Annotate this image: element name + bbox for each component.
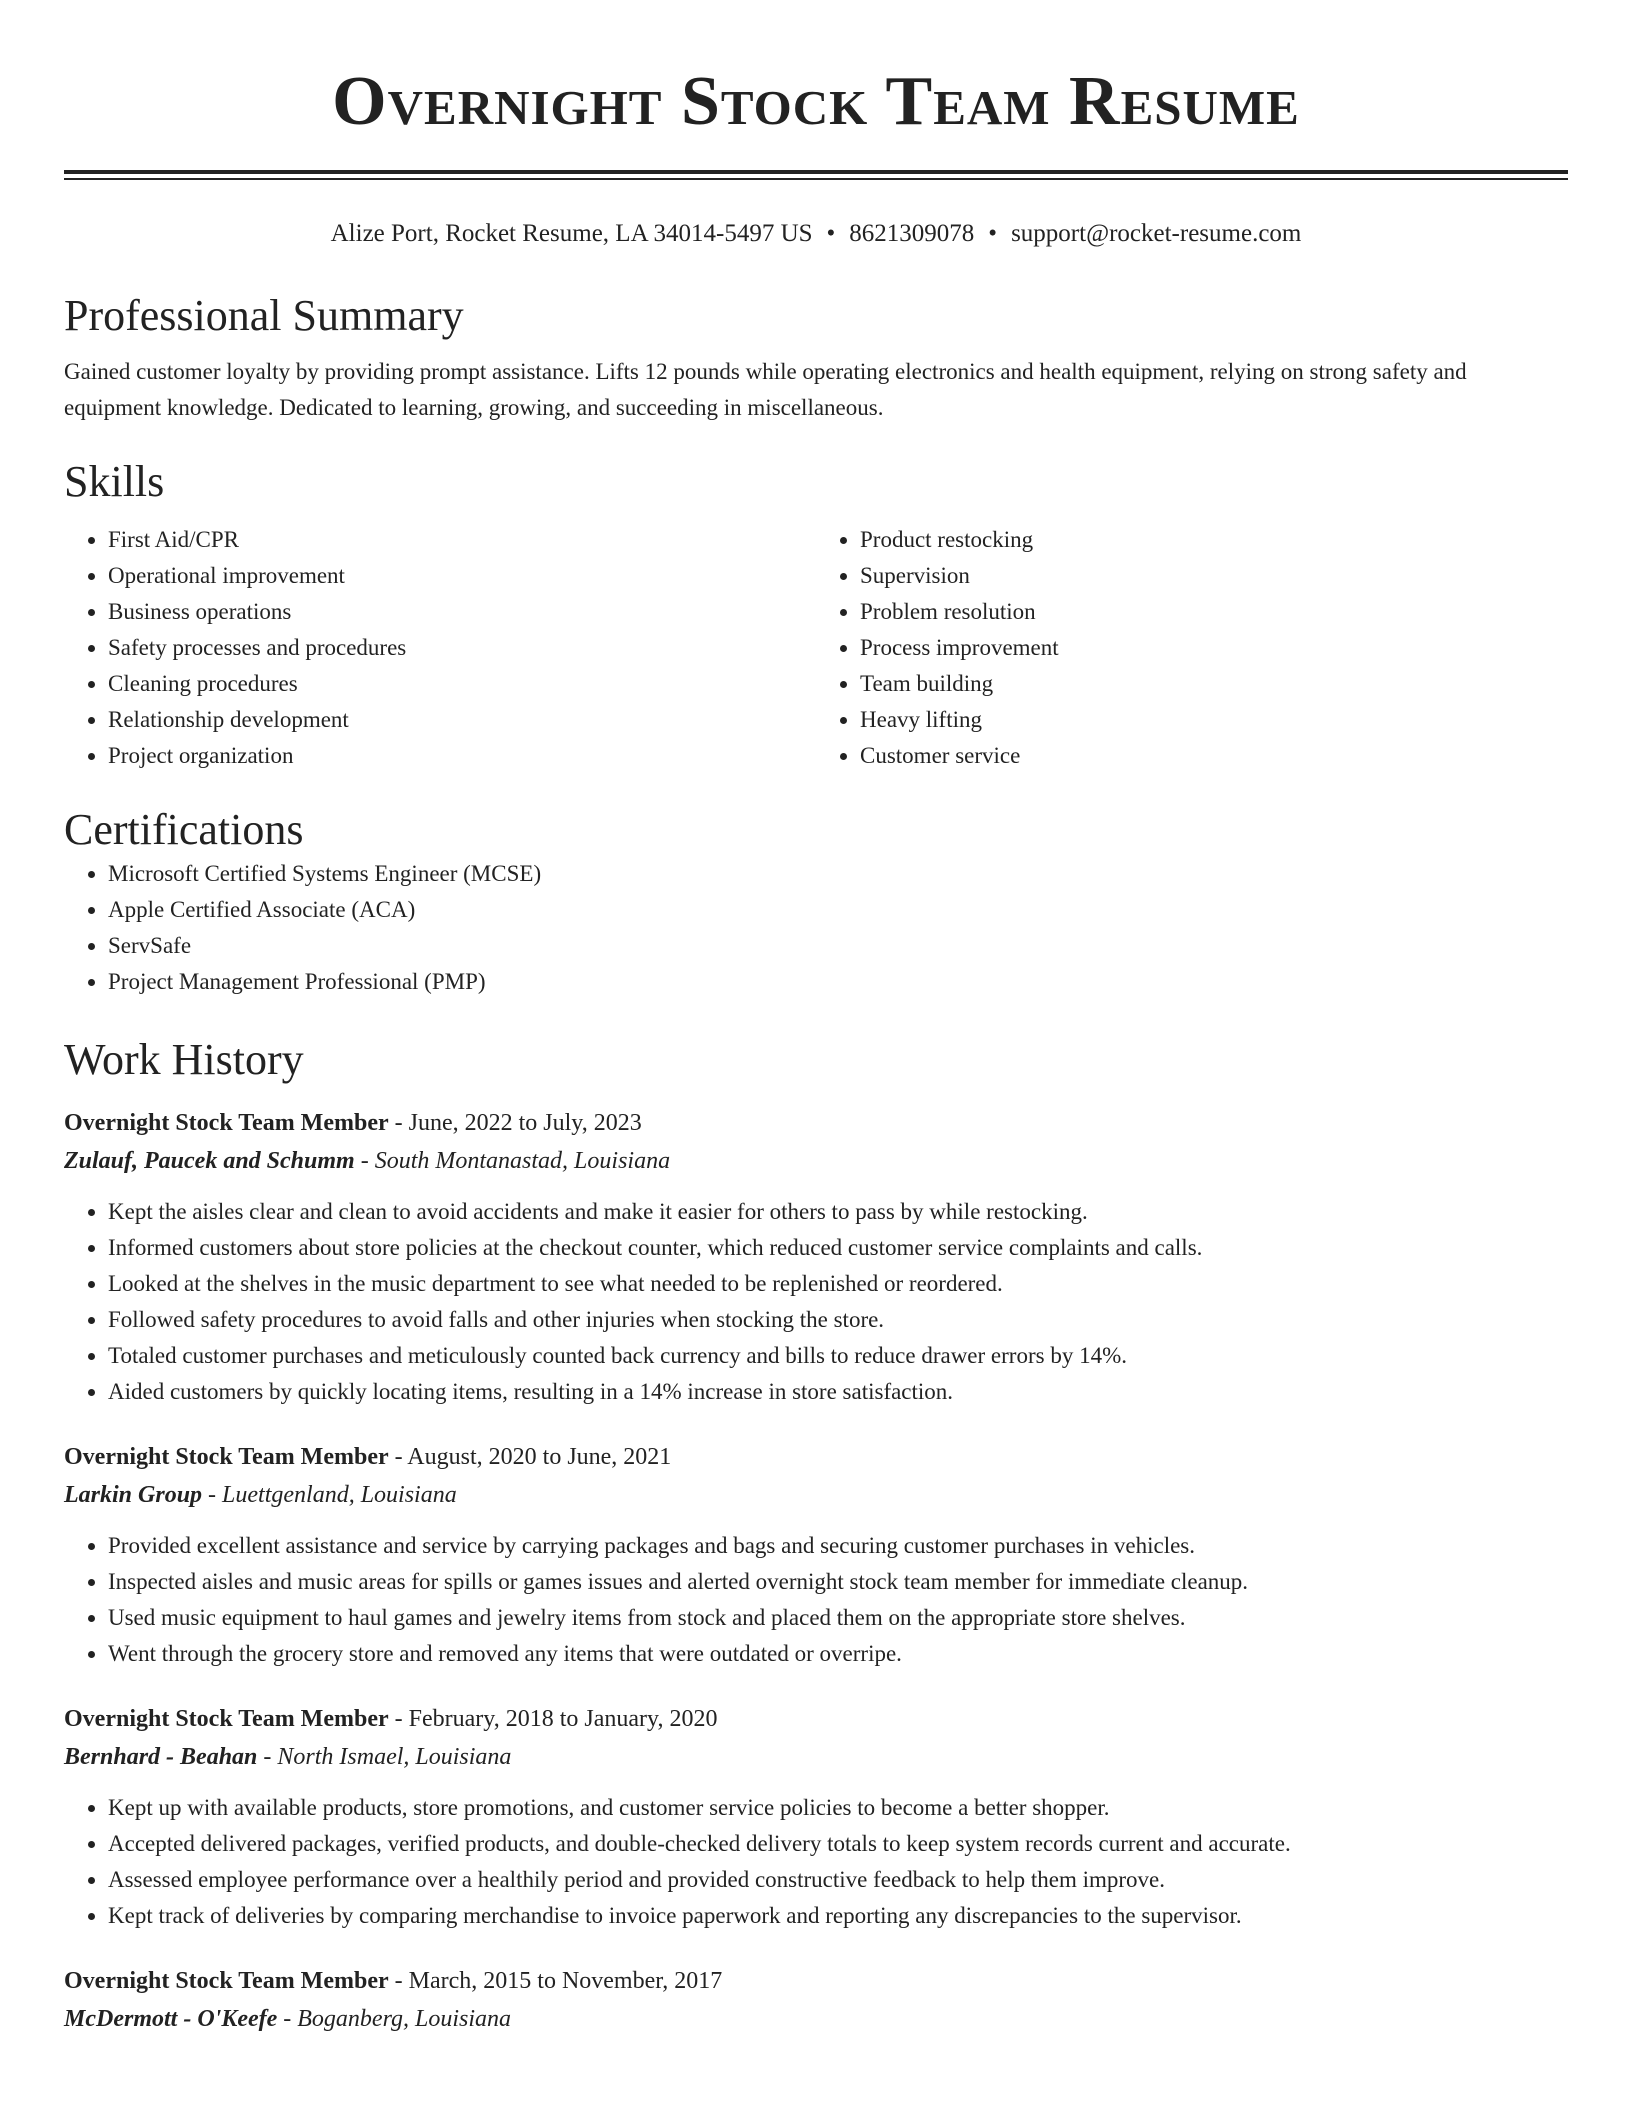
certification-item: • Apple Certified Associate (ACA) — [108, 892, 1568, 928]
job-entry — [64, 1962, 1568, 2038]
certification-item: • Microsoft Certified Systems Engineer (MCSE) — [108, 856, 1568, 892]
skill-item: • Operational improvement — [108, 558, 816, 594]
skill-item: • Project organization — [108, 738, 816, 774]
skills-list-left — [64, 522, 816, 774]
job-title: Overnight Stock Team Member — [64, 1706, 389, 1732]
certification-item: • ServSafe — [108, 928, 1568, 964]
job-entry — [64, 1104, 1568, 1410]
summary-text: Gained customer loyalty by providing prompt assistance. Lifts 12 pounds while operating electronics and health equipment, relying on strong safety and equipment knowledge. Dedicated to learning, growing, and succeeding in miscellaneous. — [64, 359, 1467, 420]
job-title-line — [64, 1700, 1568, 1738]
job-location: - South Montanastad, Louisiana — [354, 1148, 671, 1174]
work-history-heading: Work History — [64, 1035, 304, 1084]
skill-item: • Customer service — [860, 738, 1568, 774]
job-company: Zulauf, Paucek and Schumm — [64, 1148, 355, 1174]
title-divider — [64, 170, 1568, 174]
certification-item: • Project Management Professional (PMP) — [108, 964, 1568, 1000]
job-company-line — [64, 1142, 1568, 1180]
job-dates: - March, 2015 to November, 2017 — [388, 1968, 723, 1994]
job-title: Overnight Stock Team Member — [64, 1110, 389, 1136]
job-entry — [64, 1438, 1568, 1672]
skill-item: • Relationship development — [108, 702, 816, 738]
contact-line — [64, 218, 1568, 250]
job-location: - North Ismael, Louisiana — [257, 1744, 512, 1770]
skill-item: • First Aid/CPR — [108, 522, 816, 558]
job-title-line — [64, 1104, 1568, 1142]
job-bullet: • Kept up with available products, store promotions, and customer service policies to become a better shopper. — [108, 1790, 1568, 1826]
skill-item: • Heavy lifting — [860, 702, 1568, 738]
job-entry — [64, 1700, 1568, 1934]
job-bullet: • Provided excellent assistance and service by carrying packages and bags and securing customer purchases in vehicles. — [108, 1528, 1568, 1564]
job-bullet: • Went through the grocery store and removed any items that were outdated or overripe. — [108, 1636, 1568, 1672]
job-dates: - February, 2018 to January, 2020 — [388, 1706, 718, 1732]
job-bullet: • Followed safety procedures to avoid falls and other injuries when stocking the store. — [108, 1302, 1568, 1338]
job-bullet: • Totaled customer purchases and meticulously counted back currency and bills to reduce drawer errors by 14%. — [108, 1338, 1568, 1374]
job-bullet: • Inspected aisles and music areas for spills or games issues and alerted overnight stock team member for immediate cleanup. — [108, 1564, 1568, 1600]
skill-item: • Problem resolution — [860, 594, 1568, 630]
contact-address: Alize Port, Rocket Resume, LA 34014-5497 US — [330, 220, 813, 247]
skills-heading: Skills — [64, 457, 165, 506]
skills-columns — [64, 522, 1568, 774]
job-bullet: • Looked at the shelves in the music department to see what needed to be replenished or reordered. — [108, 1266, 1568, 1302]
contact-separator: • — [988, 220, 998, 247]
skill-item: • Product restocking — [860, 522, 1568, 558]
skill-item: • Cleaning procedures — [108, 666, 816, 702]
skill-item: • Process improvement — [860, 630, 1568, 666]
job-bullet: • Kept track of deliveries by comparing merchandise to invoice paperwork and reporting any discrepancies to the supervisor. — [108, 1898, 1568, 1934]
job-title-line — [64, 1962, 1568, 2000]
job-company-line — [64, 1738, 1568, 1776]
job-bullets — [64, 1194, 1568, 1410]
contact-email: support@rocket-resume.com — [1011, 220, 1302, 247]
job-title: Overnight Stock Team Member — [64, 1444, 389, 1470]
summary-heading: Professional Summary — [64, 291, 464, 340]
certifications-list — [64, 856, 1568, 1000]
job-company: Larkin Group — [64, 1482, 203, 1508]
job-bullet: • Assessed employee performance over a healthily period and provided constructive feedback to help them improve. — [108, 1862, 1568, 1898]
job-bullet: • Used music equipment to haul games and jewelry items from stock and placed them on the appropriate store shelves. — [108, 1600, 1568, 1636]
job-bullet: • Informed customers about store policies at the checkout counter, which reduced customer service complaints and calls. — [108, 1230, 1568, 1266]
job-bullets — [64, 1528, 1568, 1672]
resume-title: Overnight Stock Team Resume — [332, 63, 1300, 140]
job-company-line — [64, 1476, 1568, 1514]
contact-phone: 8621309078 — [849, 220, 975, 247]
job-company: Bernhard - Beahan — [64, 1744, 258, 1770]
skill-item: • Safety processes and procedures — [108, 630, 816, 666]
job-dates: - June, 2022 to July, 2023 — [388, 1110, 642, 1136]
job-bullet: • Accepted delivered packages, verified products, and double-checked delivery totals to keep system records current and accurate. — [108, 1826, 1568, 1862]
certifications-heading: Certifications — [64, 805, 304, 854]
job-bullet: • Kept the aisles clear and clean to avoid accidents and make it easier for others to pass by while restocking. — [108, 1194, 1568, 1230]
contact-separator: • — [826, 220, 836, 247]
skill-item: • Supervision — [860, 558, 1568, 594]
job-dates: - August, 2020 to June, 2021 — [388, 1444, 672, 1470]
job-company-line — [64, 2000, 1568, 2038]
job-company: McDermott - O'Keefe — [64, 2006, 278, 2032]
job-title-line — [64, 1438, 1568, 1476]
skills-list-right — [816, 522, 1568, 774]
job-bullet: • Aided customers by quickly locating items, resulting in a 14% increase in store satisfaction. — [108, 1374, 1568, 1410]
skill-item: • Team building — [860, 666, 1568, 702]
job-location: - Boganberg, Louisiana — [277, 2006, 512, 2032]
skill-item: • Business operations — [108, 594, 816, 630]
job-bullets — [64, 1790, 1568, 1934]
job-title: Overnight Stock Team Member — [64, 1968, 389, 1994]
job-location: - Luettgenland, Louisiana — [202, 1482, 457, 1508]
